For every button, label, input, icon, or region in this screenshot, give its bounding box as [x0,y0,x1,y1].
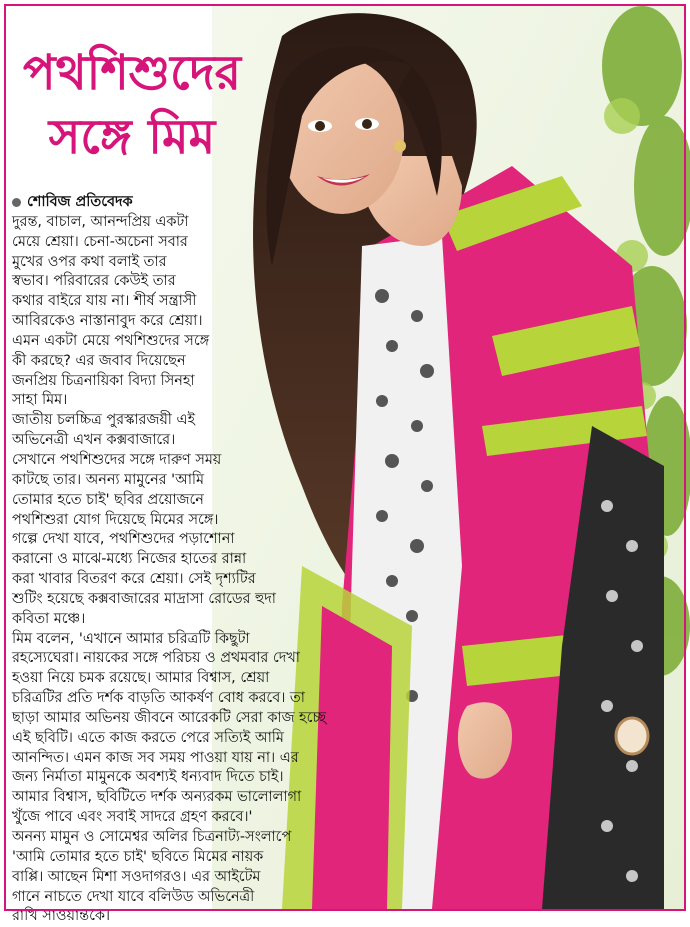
article-line: এই ছবিটি। এতে কাজ করতে পেরে সত্যিই আমি [12,729,284,746]
article-line: স্বভাব। পরিবারের কেউই তার [12,273,176,290]
byline [12,193,482,213]
article-line: মুখের ওপর কথা বলাই তার [12,253,167,270]
article-line: কাটছে তার। অনন্য মামুনের 'আমি [12,471,205,488]
article-line: 'আমি তোমার হতে চাই' ছবিতে মিমের নায়ক [12,848,264,865]
article-line: রাখি সাওয়ান্তকে। [12,908,111,925]
article-line: শুটিং হয়েছে কক্সবাজারের মাদ্রাসা রোডের হুদা [12,590,276,607]
article-line: করা খাবার বিতরণ করে শ্রেয়া। সেই দৃশ্যটির [12,571,256,588]
article-line: জাতীয় চলচ্চিত্র পুরস্কারজয়ী এই [12,412,195,429]
article-line: জনপ্রিয় চিত্রনায়িকা বিদ্যা সিনহা [12,372,195,389]
article-line: সাহা মিম। [12,392,68,409]
headline-line-2: সঙ্গে মিম [48,109,216,166]
article-line: কবিতা মঞ্চে। [12,610,86,627]
article-line: রহস্যেঘেরা। নায়কের সঙ্গে পরিচয় ও প্রথমবার দেখা [12,650,300,667]
article-line: অভিনেত্রী এখন কক্সবাজারে। [12,432,176,449]
article-line: চরিত্রটির প্রতি দর্শক বাড়তি আকর্ষণ বোধ করবে। তা [12,690,305,707]
article-line: গানে নাচতে দেখা যাবে বলিউড অভিনেত্রী [12,888,255,905]
article-line: ছাড়া আমার অভিনয় জীবনে আরেকটি সেরা কাজ হচ্ছে [12,709,326,726]
article-line: কী করছে? এর জবাব দিয়েছেন [12,352,186,369]
article-line: খুঁজে পাবে এবং সবাই সাদরে গ্রহণ করবে।' [12,809,253,826]
article-line: গল্পে দেখা যাবে, পথশিশুদের পড়াশোনা [12,531,235,548]
article-line: মিম বলেন, 'এখানে আমার চরিত্রটি কিছুটা [12,630,250,647]
article-line: করানো ও মাঝে-মধ্যে নিজের হাতের রান্না [12,551,247,568]
article-line: অনন্য মামুন ও সোমেশ্বর অলির চিত্রনাট্য-সংলাপে [12,829,292,845]
article-line: হওয়া নিয়ে চমক রয়েছে। আমার বিশ্বাস, শ্রেয়া [12,670,270,687]
byline-text: শোবিজ প্রতিবেদক [27,194,133,210]
article-line: জন্য নির্মাতা মামুনকে অবশ্যই ধন্যবাদ দিতে চাই। [12,769,284,786]
article-body [12,193,482,927]
article-line: সেখানে পথশিশুদের সঙ্গে দারুণ সময় [12,451,222,468]
article-line: আমার বিশ্বাস, ছবিটিতে দর্শক অন্যরকম ভালোলাগা [12,789,302,806]
article-line: আনন্দিত। এমন কাজ সব সময় পাওয়া যায় না। এর [12,749,299,766]
headline [12,45,252,166]
headline-line-1: পথশিশুদের [22,45,242,101]
article-line: এমন একটা মেয়ে পথশিশুদের সঙ্গে [12,332,210,349]
article-line: তোমার হতে চাই' ছবির প্রয়োজনে [12,491,204,508]
circle-bullet-icon [12,198,21,207]
article-line: আবিরকেও নাস্তানাবুদ করে শ্রেয়া। [12,313,203,330]
article-line: পথশিশুরা যোগ দিয়েছে মিমের সঙ্গে। [12,511,219,528]
article-line: দুরন্ত, বাচাল, আনন্দপ্রিয় একটা [12,213,189,230]
article-line: মেয়ে শ্রেয়া। চেনা-অচেনা সবার [12,233,188,250]
article-line: বাপ্পি। আছেন মিশা সওদাগরও। এর আইটেম [12,868,261,885]
article-line: কথার বাইরে যায় না। শীর্ষ সন্ত্রাসী [12,293,197,310]
